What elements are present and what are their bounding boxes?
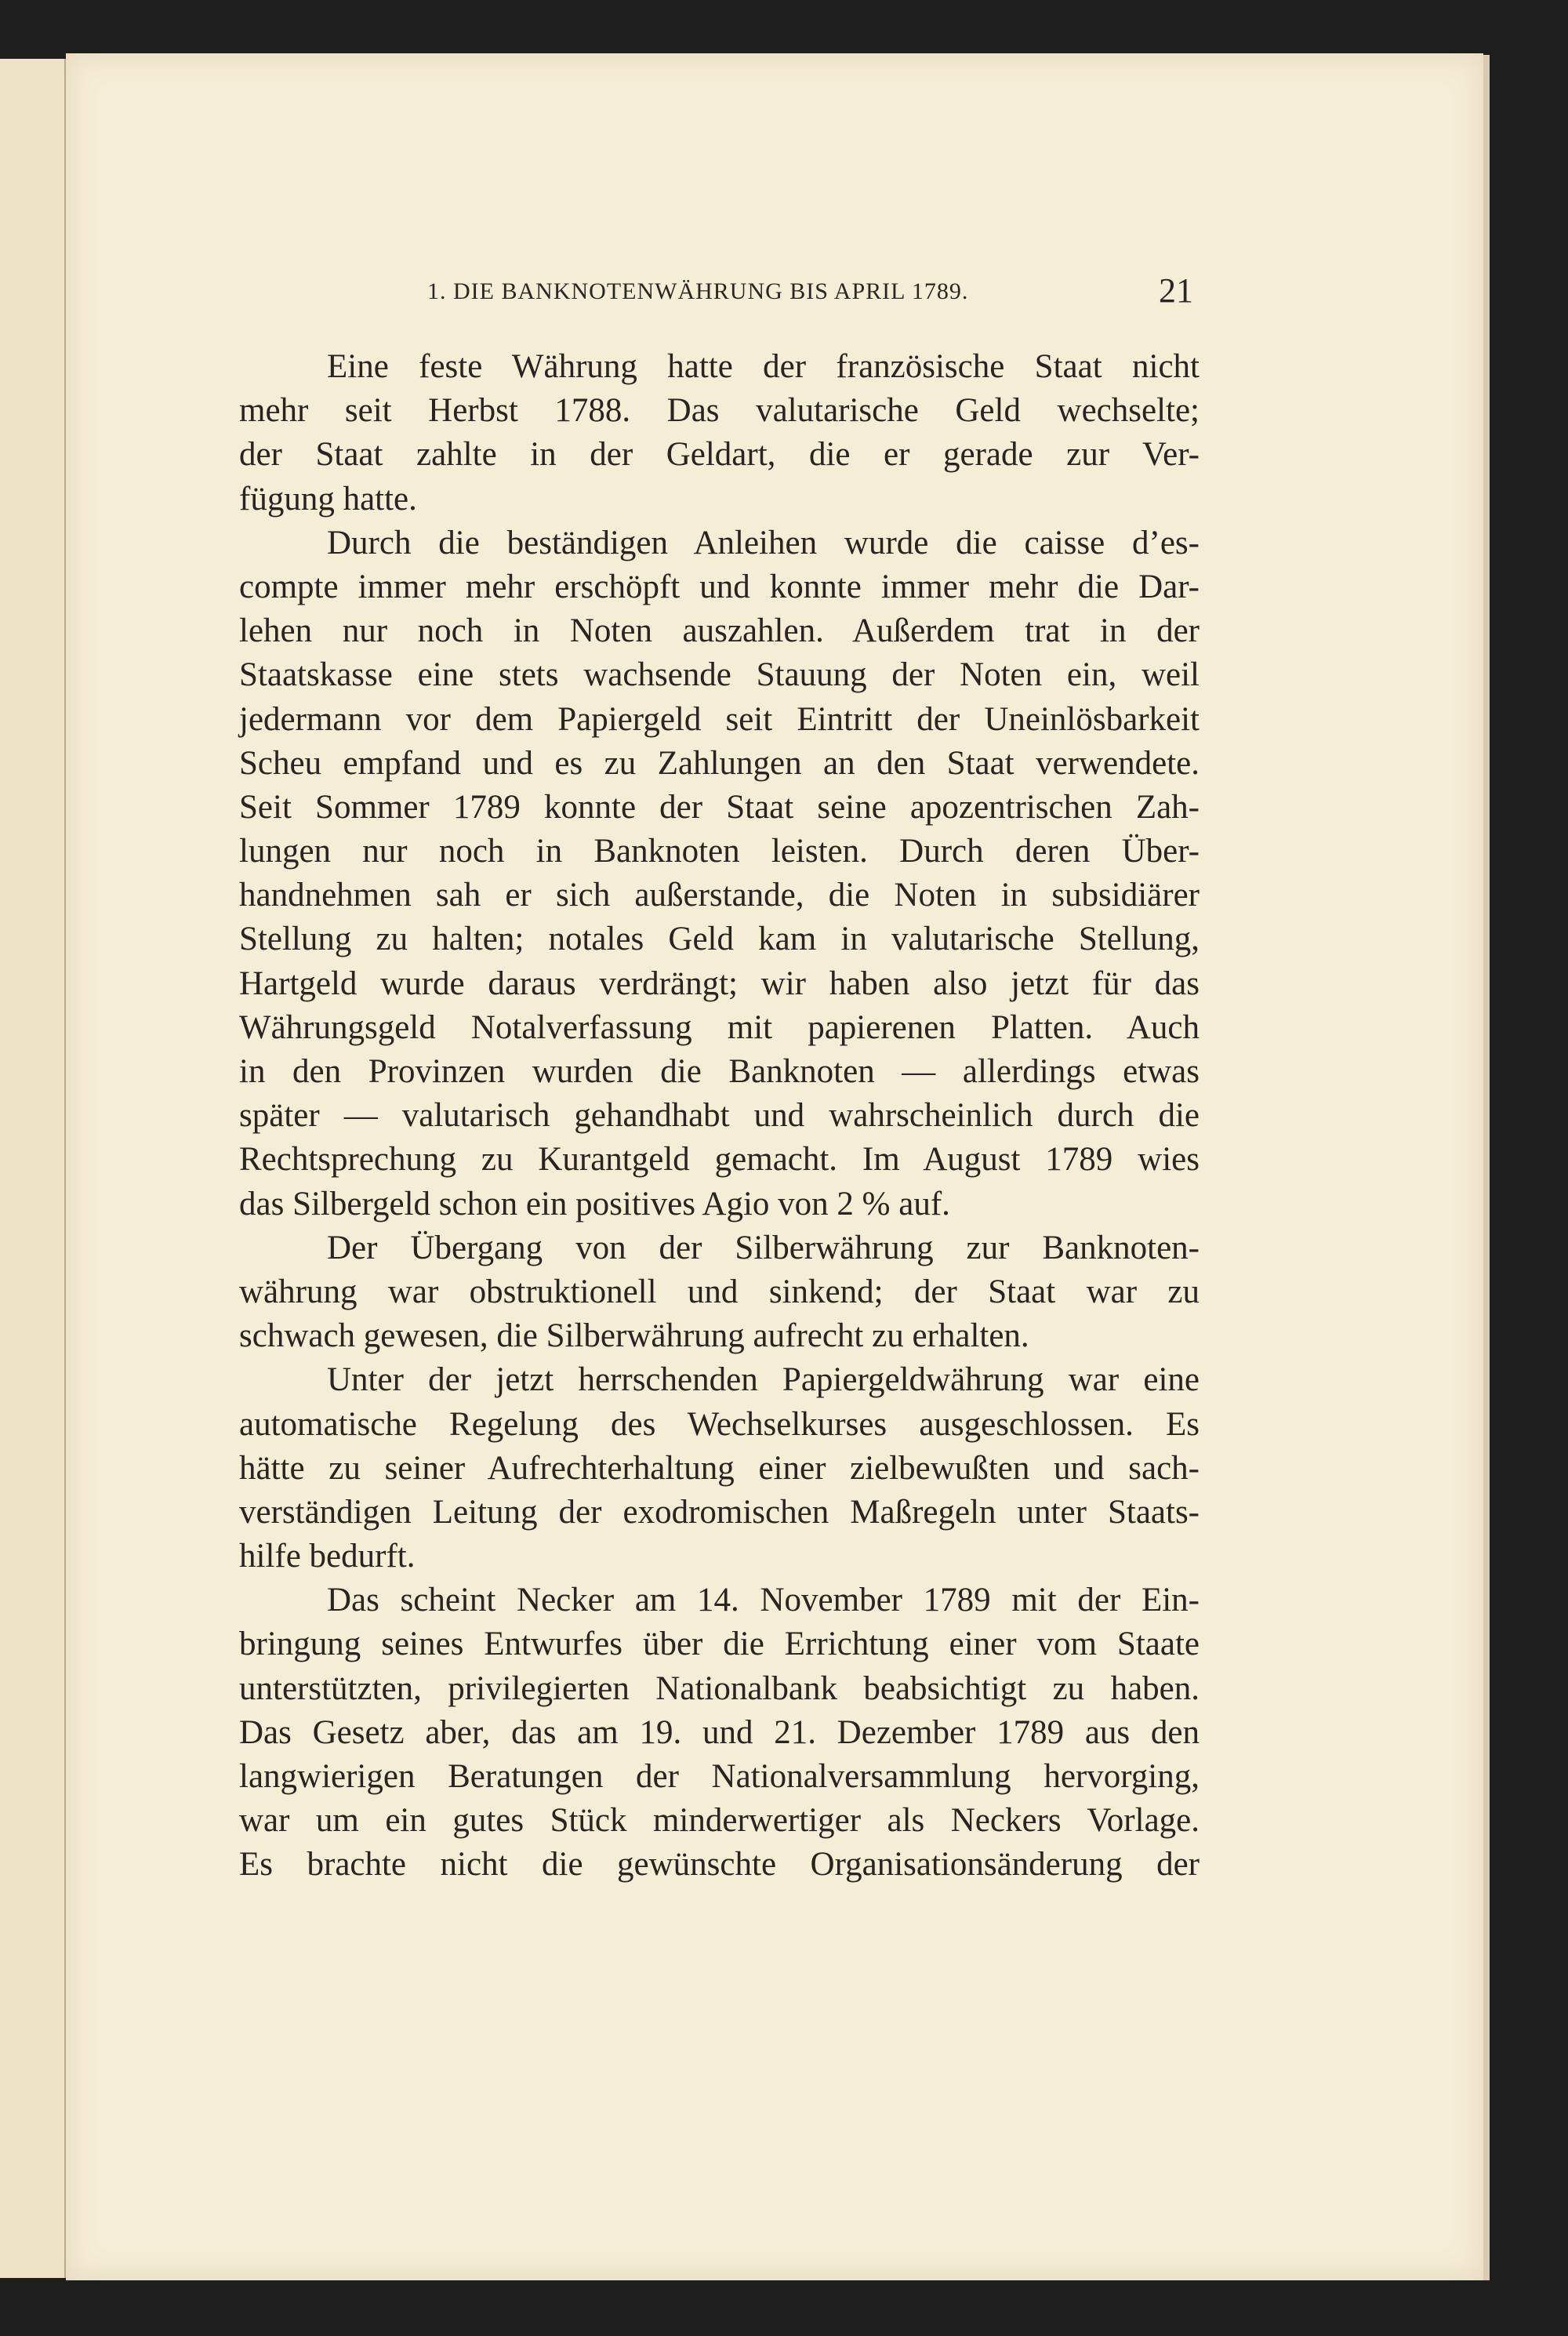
text-line: der Staat zahlte in der Geldart, die er gerade zur Ver-: [239, 436, 1200, 474]
text-line: in den Provinzen wurden die Banknoten — allerdings etwas: [239, 1053, 1200, 1090]
text-line: Unter der jetzt herrschenden Papiergeldwährung war eine: [327, 1361, 1200, 1399]
text-line: jedermann vor dem Papiergeld seit Eintritt der Uneinlösbarkeit: [239, 700, 1200, 738]
text-line: handnehmen sah er sich außerstande, die Noten in subsidiärer: [239, 877, 1200, 914]
text-line: Staatskasse eine stets wachsende Stauung der Noten ein, weil: [239, 656, 1200, 694]
text-line: fügung hatte.: [239, 480, 417, 518]
text-line: Seit Sommer 1789 konnte der Staat seine apozentrischen Zah-: [239, 788, 1200, 826]
text-line: war um ein gutes Stück minderwertiger als Neckers Vorlage.: [239, 1802, 1200, 1840]
text-line: lehen nur noch in Noten auszahlen. Außerdem trat in der: [239, 612, 1200, 650]
text-line: unterstützten, privilegierten Nationalbank beabsichtigt zu haben.: [239, 1669, 1200, 1707]
text-line: Hartgeld wurde daraus verdrängt; wir haben also jetzt für das: [239, 965, 1200, 1002]
text-line: Rechtsprechung zu Kurantgeld gemacht. Im August 1789 wies: [239, 1141, 1200, 1179]
text-line: automatische Regelung des Wechselkurses ausgeschlossen. Es: [239, 1405, 1200, 1443]
paragraph: [239, 1358, 1200, 1579]
text-line: währung war obstruktionell und sinkend; der Staat war zu: [239, 1273, 1200, 1310]
running-header: 1. DIE BANKNOTENWÄHRUNG BIS APRIL 1789.: [427, 278, 969, 304]
text-line: Scheu empfand und es zu Zahlungen an den Staat verwendete.: [239, 744, 1200, 782]
text-line: hilfe bedurft.: [239, 1538, 416, 1575]
text-line: später — valutarisch gehandhabt und wahrscheinlich durch die: [239, 1097, 1200, 1135]
text-line: bringung seines Entwurfes über die Errichtung einer vom Staate: [239, 1626, 1200, 1663]
paragraph: [239, 1579, 1200, 1887]
page-edge: [1483, 55, 1490, 2280]
text-line: Das Gesetz aber, das am 19. und 21. Dezember 1789 aus den: [239, 1713, 1200, 1751]
paragraph: [239, 1226, 1200, 1359]
text-line: das Silbergeld schon ein positives Agio von 2 % auf.: [239, 1185, 950, 1222]
text-line: langwierigen Beratungen der Nationalversammlung hervorging,: [239, 1758, 1200, 1795]
text-line: lungen nur noch in Banknoten leisten. Durch deren Über-: [239, 833, 1200, 870]
facing-page-edge: [0, 59, 67, 2278]
text-line: Das scheint Necker am 14. November 1789 mit der Ein-: [327, 1582, 1200, 1619]
text-line: verständigen Leitung der exodromischen Maßregeln unter Staats-: [239, 1493, 1200, 1531]
text-line: mehr seit Herbst 1788. Das valutarische Geld wechselte;: [239, 392, 1200, 430]
text-line: Stellung zu halten; notales Geld kam in valutarische Stellung,: [239, 921, 1200, 958]
text-line: Währungsgeld Notalverfassung mit papierenen Platten. Auch: [239, 1008, 1200, 1046]
body-text: [239, 345, 1200, 1887]
text-line: Der Übergang von der Silberwährung zur Banknoten-: [327, 1229, 1200, 1266]
page-number: 21: [1159, 271, 1193, 310]
paragraph: [239, 521, 1200, 1226]
text-line: Eine feste Währung hatte der französische Staat nicht: [327, 348, 1200, 385]
text-line: Es brachte nicht die gewünschte Organisationsänderung der: [239, 1846, 1200, 1884]
text-line: compte immer mehr erschöpft und konnte immer mehr die Dar-: [239, 568, 1200, 605]
text-line: Durch die beständigen Anleihen wurde die caisse d’es-: [327, 524, 1200, 561]
text-line: hätte zu seiner Aufrechterhaltung einer zielbewußten und sach-: [239, 1449, 1200, 1487]
paragraph: [239, 345, 1200, 521]
text-line: schwach gewesen, die Silberwährung aufrecht zu erhalten.: [239, 1317, 1029, 1355]
